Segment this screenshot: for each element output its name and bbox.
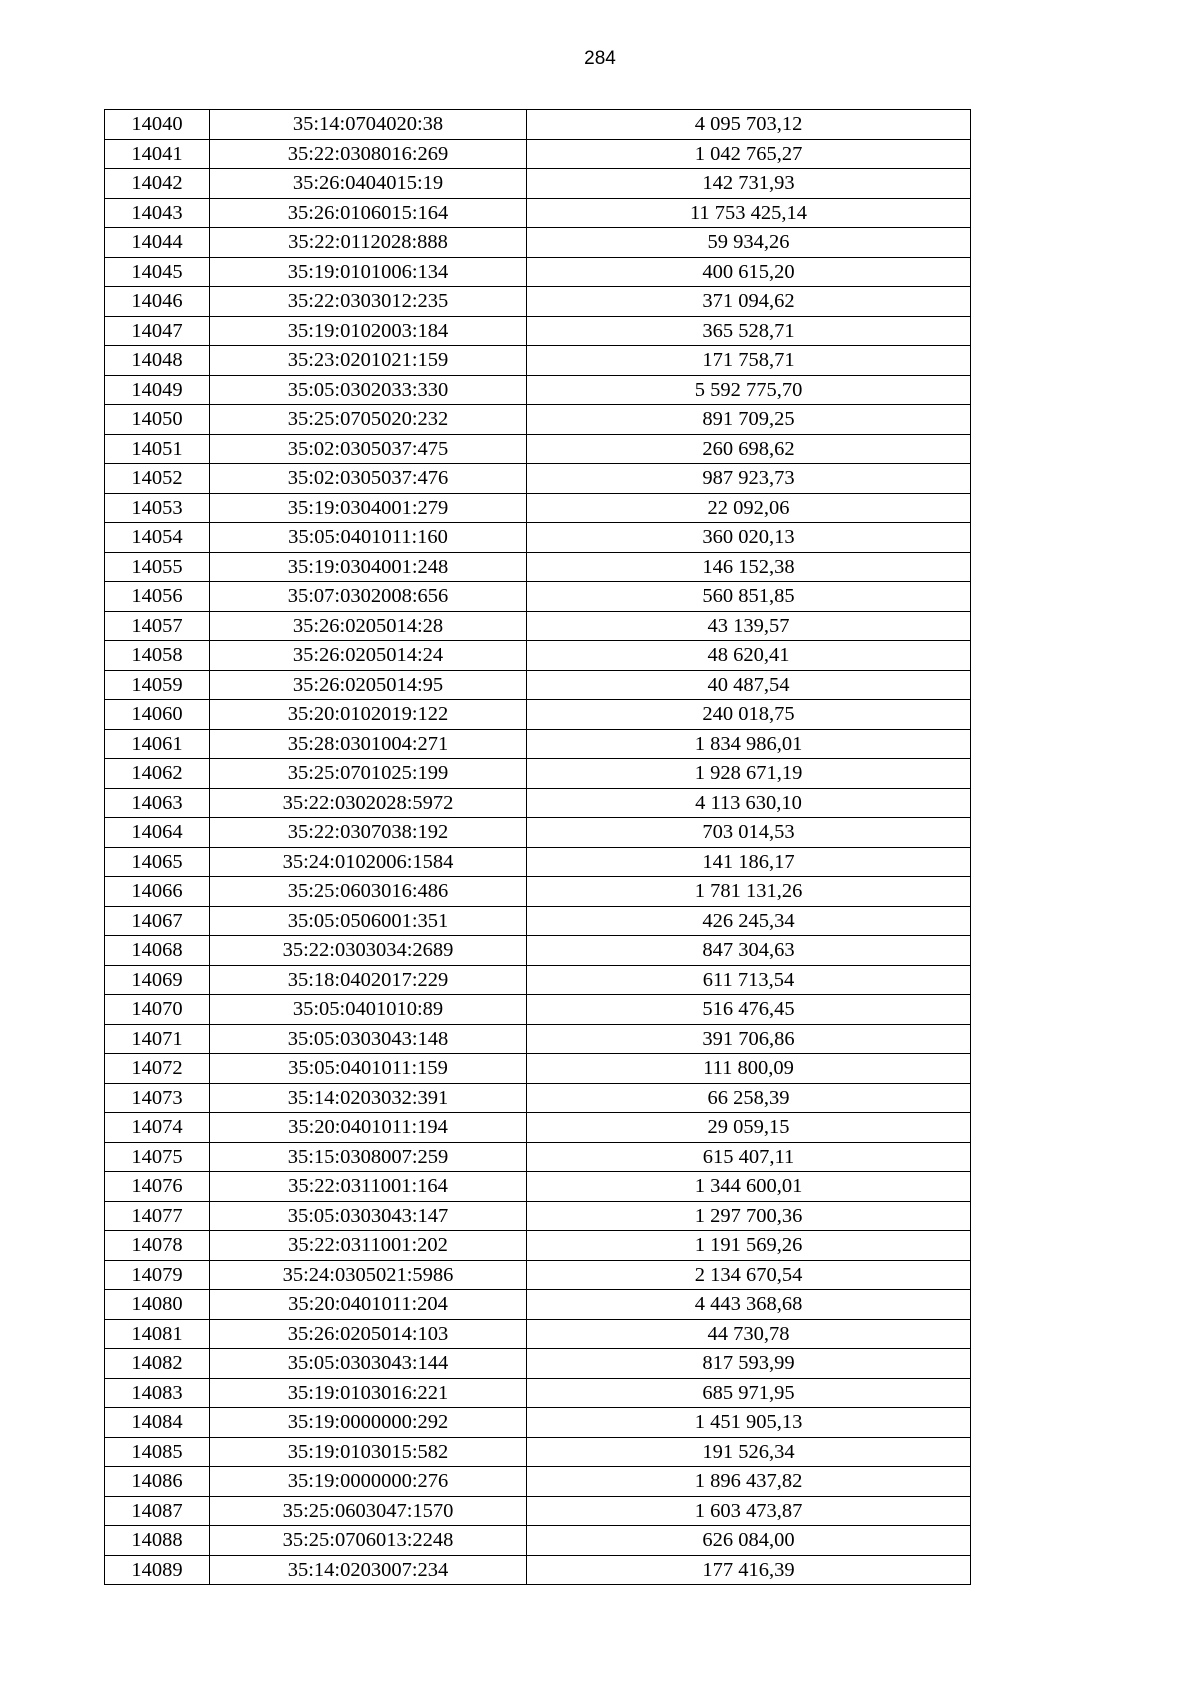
- cadastral-value-cell: 146 152,38: [527, 552, 971, 582]
- cadastral-value-cell: 260 698,62: [527, 434, 971, 464]
- table-row: [105, 729, 971, 759]
- table-row: [105, 995, 971, 1025]
- cadastral-number-cell: 35:19:0103016:221: [210, 1378, 527, 1408]
- table-row: [105, 1526, 971, 1556]
- table-row: [105, 965, 971, 995]
- row-number-cell: 14044: [105, 228, 210, 258]
- cadastral-value-cell: 40 487,54: [527, 670, 971, 700]
- cadastral-value-cell: 847 304,63: [527, 936, 971, 966]
- cadastral-number-cell: 35:26:0205014:28: [210, 611, 527, 641]
- cadastral-number-cell: 35:22:0302028:5972: [210, 788, 527, 818]
- row-number-cell: 14046: [105, 287, 210, 317]
- cadastral-value-cell: 371 094,62: [527, 287, 971, 317]
- row-number-cell: 14083: [105, 1378, 210, 1408]
- table-row: [105, 464, 971, 494]
- row-number-cell: 14071: [105, 1024, 210, 1054]
- table-row: [105, 552, 971, 582]
- row-number-cell: 14065: [105, 847, 210, 877]
- table-row: [105, 1349, 971, 1379]
- cadastral-value-cell: 987 923,73: [527, 464, 971, 494]
- cadastral-value-cell: 43 139,57: [527, 611, 971, 641]
- row-number-cell: 14045: [105, 257, 210, 287]
- cadastral-value-cell: 29 059,15: [527, 1113, 971, 1143]
- table-row: [105, 641, 971, 671]
- cadastral-value-cell: 685 971,95: [527, 1378, 971, 1408]
- cadastral-number-cell: 35:24:0102006:1584: [210, 847, 527, 877]
- row-number-cell: 14052: [105, 464, 210, 494]
- cadastral-number-cell: 35:19:0304001:248: [210, 552, 527, 582]
- cadastral-number-cell: 35:26:0404015:19: [210, 169, 527, 199]
- cadastral-value-cell: 4 095 703,12: [527, 110, 971, 140]
- table-row: [105, 1378, 971, 1408]
- row-number-cell: 14077: [105, 1201, 210, 1231]
- cadastral-number-cell: 35:23:0201021:159: [210, 346, 527, 376]
- cadastral-number-cell: 35:26:0205014:95: [210, 670, 527, 700]
- row-number-cell: 14082: [105, 1349, 210, 1379]
- row-number-cell: 14073: [105, 1083, 210, 1113]
- row-number-cell: 14074: [105, 1113, 210, 1143]
- cadastral-value-table: [104, 109, 971, 1585]
- cadastral-value-cell: 615 407,11: [527, 1142, 971, 1172]
- table-row: [105, 759, 971, 789]
- table-row: [105, 434, 971, 464]
- cadastral-value-cell: 891 709,25: [527, 405, 971, 435]
- table-row: [105, 228, 971, 258]
- cadastral-value-cell: 626 084,00: [527, 1526, 971, 1556]
- table-row: [105, 523, 971, 553]
- cadastral-number-cell: 35:26:0205014:24: [210, 641, 527, 671]
- cadastral-value-cell: 4 443 368,68: [527, 1290, 971, 1320]
- row-number-cell: 14060: [105, 700, 210, 730]
- cadastral-value-cell: 611 713,54: [527, 965, 971, 995]
- cadastral-number-cell: 35:26:0106015:164: [210, 198, 527, 228]
- cadastral-value-cell: 59 934,26: [527, 228, 971, 258]
- cadastral-number-cell: 35:25:0603016:486: [210, 877, 527, 907]
- cadastral-value-cell: 1 297 700,36: [527, 1201, 971, 1231]
- cadastral-value-cell: 1 834 986,01: [527, 729, 971, 759]
- row-number-cell: 14054: [105, 523, 210, 553]
- table-row: [105, 1555, 971, 1585]
- table-row: [105, 906, 971, 936]
- row-number-cell: 14080: [105, 1290, 210, 1320]
- row-number-cell: 14067: [105, 906, 210, 936]
- table-row: [105, 316, 971, 346]
- row-number-cell: 14069: [105, 965, 210, 995]
- cadastral-number-cell: 35:25:0603047:1570: [210, 1496, 527, 1526]
- cadastral-number-cell: 35:05:0506001:351: [210, 906, 527, 936]
- table-row: [105, 877, 971, 907]
- row-number-cell: 14040: [105, 110, 210, 140]
- table-row: [105, 198, 971, 228]
- table-row: [105, 818, 971, 848]
- cadastral-value-cell: 360 020,13: [527, 523, 971, 553]
- cadastral-number-cell: 35:02:0305037:475: [210, 434, 527, 464]
- row-number-cell: 14085: [105, 1437, 210, 1467]
- cadastral-number-cell: 35:19:0304001:279: [210, 493, 527, 523]
- cadastral-number-cell: 35:19:0103015:582: [210, 1437, 527, 1467]
- row-number-cell: 14084: [105, 1408, 210, 1438]
- row-number-cell: 14081: [105, 1319, 210, 1349]
- row-number-cell: 14063: [105, 788, 210, 818]
- cadastral-value-cell: 1 451 905,13: [527, 1408, 971, 1438]
- table-row: [105, 257, 971, 287]
- row-number-cell: 14064: [105, 818, 210, 848]
- row-number-cell: 14043: [105, 198, 210, 228]
- cadastral-value-cell: 1 781 131,26: [527, 877, 971, 907]
- cadastral-number-cell: 35:22:0303034:2689: [210, 936, 527, 966]
- table-row: [105, 1231, 971, 1261]
- table-row: [105, 1290, 971, 1320]
- row-number-cell: 14053: [105, 493, 210, 523]
- row-number-cell: 14042: [105, 169, 210, 199]
- cadastral-number-cell: 35:25:0706013:2248: [210, 1526, 527, 1556]
- table-row: [105, 670, 971, 700]
- table-row: [105, 169, 971, 199]
- cadastral-number-cell: 35:22:0308016:269: [210, 139, 527, 169]
- row-number-cell: 14057: [105, 611, 210, 641]
- cadastral-value-cell: 111 800,09: [527, 1054, 971, 1084]
- row-number-cell: 14068: [105, 936, 210, 966]
- cadastral-number-cell: 35:14:0704020:38: [210, 110, 527, 140]
- cadastral-value-cell: 5 592 775,70: [527, 375, 971, 405]
- cadastral-number-cell: 35:05:0303043:144: [210, 1349, 527, 1379]
- table-row: [105, 1437, 971, 1467]
- table-row: [105, 139, 971, 169]
- cadastral-value-cell: 1 928 671,19: [527, 759, 971, 789]
- table-row: [105, 1142, 971, 1172]
- row-number-cell: 14088: [105, 1526, 210, 1556]
- cadastral-number-cell: 35:19:0102003:184: [210, 316, 527, 346]
- cadastral-value-cell: 22 092,06: [527, 493, 971, 523]
- page-number: 284: [584, 48, 616, 69]
- table-row: [105, 1319, 971, 1349]
- cadastral-value-cell: 516 476,45: [527, 995, 971, 1025]
- cadastral-value-cell: 1 042 765,27: [527, 139, 971, 169]
- cadastral-value-cell: 66 258,39: [527, 1083, 971, 1113]
- row-number-cell: 14072: [105, 1054, 210, 1084]
- cadastral-value-cell: 365 528,71: [527, 316, 971, 346]
- cadastral-number-cell: 35:05:0302033:330: [210, 375, 527, 405]
- cadastral-number-cell: 35:20:0401011:194: [210, 1113, 527, 1143]
- row-number-cell: 14075: [105, 1142, 210, 1172]
- cadastral-value-cell: 1 191 569,26: [527, 1231, 971, 1261]
- cadastral-value-cell: 703 014,53: [527, 818, 971, 848]
- row-number-cell: 14062: [105, 759, 210, 789]
- cadastral-value-cell: 4 113 630,10: [527, 788, 971, 818]
- cadastral-value-cell: 426 245,34: [527, 906, 971, 936]
- cadastral-value-cell: 177 416,39: [527, 1555, 971, 1585]
- cadastral-number-cell: 35:22:0307038:192: [210, 818, 527, 848]
- table-row: [105, 493, 971, 523]
- table-row: [105, 582, 971, 612]
- cadastral-value-cell: 400 615,20: [527, 257, 971, 287]
- cadastral-value-cell: 240 018,75: [527, 700, 971, 730]
- cadastral-number-cell: 35:14:0203032:391: [210, 1083, 527, 1113]
- table-body: [105, 110, 971, 1585]
- cadastral-value-cell: 48 620,41: [527, 641, 971, 671]
- cadastral-number-cell: 35:05:0401010:89: [210, 995, 527, 1025]
- cadastral-number-cell: 35:14:0203007:234: [210, 1555, 527, 1585]
- row-number-cell: 14089: [105, 1555, 210, 1585]
- table-row: [105, 700, 971, 730]
- table-row: [105, 1496, 971, 1526]
- row-number-cell: 14076: [105, 1172, 210, 1202]
- cadastral-number-cell: 35:15:0308007:259: [210, 1142, 527, 1172]
- cadastral-value-cell: 560 851,85: [527, 582, 971, 612]
- table-row: [105, 936, 971, 966]
- table-row: [105, 847, 971, 877]
- row-number-cell: 14047: [105, 316, 210, 346]
- cadastral-number-cell: 35:20:0102019:122: [210, 700, 527, 730]
- row-number-cell: 14056: [105, 582, 210, 612]
- row-number-cell: 14041: [105, 139, 210, 169]
- cadastral-number-cell: 35:25:0705020:232: [210, 405, 527, 435]
- table-row: [105, 110, 971, 140]
- row-number-cell: 14078: [105, 1231, 210, 1261]
- cadastral-value-cell: 44 730,78: [527, 1319, 971, 1349]
- cadastral-value-cell: 1 896 437,82: [527, 1467, 971, 1497]
- table-row: [105, 405, 971, 435]
- table-row: [105, 611, 971, 641]
- cadastral-number-cell: 35:22:0303012:235: [210, 287, 527, 317]
- table-row: [105, 346, 971, 376]
- cadastral-value-cell: 817 593,99: [527, 1349, 971, 1379]
- cadastral-number-cell: 35:24:0305021:5986: [210, 1260, 527, 1290]
- table-row: [105, 287, 971, 317]
- row-number-cell: 14050: [105, 405, 210, 435]
- cadastral-value-cell: 142 731,93: [527, 169, 971, 199]
- cadastral-number-cell: 35:19:0000000:276: [210, 1467, 527, 1497]
- cadastral-value-cell: 171 758,71: [527, 346, 971, 376]
- cadastral-value-cell: 191 526,34: [527, 1437, 971, 1467]
- row-number-cell: 14086: [105, 1467, 210, 1497]
- table-row: [105, 1201, 971, 1231]
- cadastral-number-cell: 35:05:0401011:160: [210, 523, 527, 553]
- table-row: [105, 1024, 971, 1054]
- table-row: [105, 1467, 971, 1497]
- cadastral-value-cell: 1 603 473,87: [527, 1496, 971, 1526]
- cadastral-value-cell: 11 753 425,14: [527, 198, 971, 228]
- row-number-cell: 14051: [105, 434, 210, 464]
- cadastral-value-cell: 2 134 670,54: [527, 1260, 971, 1290]
- row-number-cell: 14048: [105, 346, 210, 376]
- cadastral-value-cell: 141 186,17: [527, 847, 971, 877]
- cadastral-number-cell: 35:02:0305037:476: [210, 464, 527, 494]
- cadastral-number-cell: 35:07:0302008:656: [210, 582, 527, 612]
- row-number-cell: 14059: [105, 670, 210, 700]
- row-number-cell: 14070: [105, 995, 210, 1025]
- row-number-cell: 14061: [105, 729, 210, 759]
- table-row: [105, 788, 971, 818]
- cadastral-number-cell: 35:22:0311001:164: [210, 1172, 527, 1202]
- cadastral-number-cell: 35:26:0205014:103: [210, 1319, 527, 1349]
- cadastral-value-cell: 1 344 600,01: [527, 1172, 971, 1202]
- cadastral-number-cell: 35:05:0303043:148: [210, 1024, 527, 1054]
- table-row: [105, 375, 971, 405]
- cadastral-value-cell: 391 706,86: [527, 1024, 971, 1054]
- row-number-cell: 14058: [105, 641, 210, 671]
- table-row: [105, 1083, 971, 1113]
- table-row: [105, 1260, 971, 1290]
- cadastral-number-cell: 35:05:0303043:147: [210, 1201, 527, 1231]
- row-number-cell: 14049: [105, 375, 210, 405]
- cadastral-number-cell: 35:05:0401011:159: [210, 1054, 527, 1084]
- cadastral-number-cell: 35:28:0301004:271: [210, 729, 527, 759]
- cadastral-number-cell: 35:20:0401011:204: [210, 1290, 527, 1320]
- row-number-cell: 14079: [105, 1260, 210, 1290]
- cadastral-number-cell: 35:19:0101006:134: [210, 257, 527, 287]
- row-number-cell: 14087: [105, 1496, 210, 1526]
- table-row: [105, 1054, 971, 1084]
- row-number-cell: 14066: [105, 877, 210, 907]
- table-row: [105, 1408, 971, 1438]
- table-row: [105, 1113, 971, 1143]
- cadastral-number-cell: 35:25:0701025:199: [210, 759, 527, 789]
- cadastral-number-cell: 35:22:0112028:888: [210, 228, 527, 258]
- cadastral-number-cell: 35:18:0402017:229: [210, 965, 527, 995]
- table-row: [105, 1172, 971, 1202]
- cadastral-number-cell: 35:22:0311001:202: [210, 1231, 527, 1261]
- row-number-cell: 14055: [105, 552, 210, 582]
- cadastral-number-cell: 35:19:0000000:292: [210, 1408, 527, 1438]
